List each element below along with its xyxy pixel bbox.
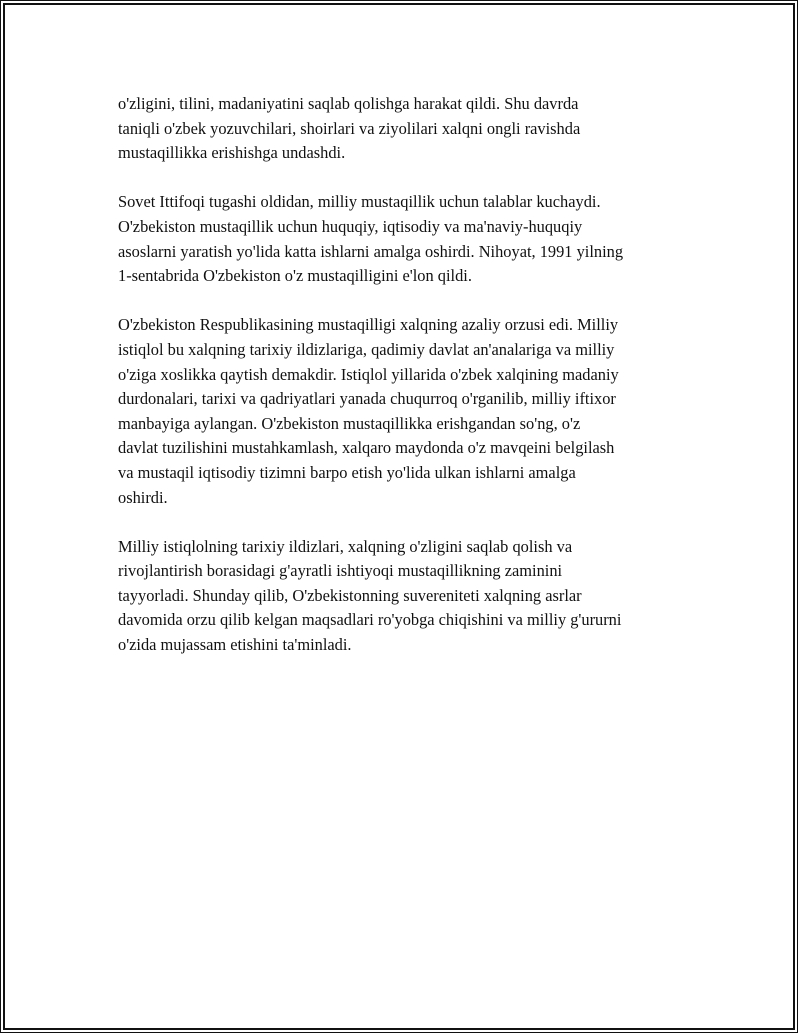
- document-body: [118, 92, 698, 682]
- paragraph-1: o'zligini, tilini, madaniyatini saqlab qolishga harakat qildi. Shu davrda taniqli o'zbek yozuvchilari, shoirlari va ziyolilari xalqni ongli ravishda mustaqillikka erishishga undashdi.: [118, 94, 581, 163]
- paragraph-2: Sovet Ittifoqi tugashi oldidan, milliy mustaqillik uchun talablar kuchaydi. O'zbekiston mustaqillik uchun huquqiy, iqtisodiy va ma'naviy-huquqiy asoslarni yaratish yo'lida katta ishlarni amalga oshirdi. Nihoyat, 1991 yilning 1-sentabrida O'zbekiston o'z mustaqilligini e'lon qildi.: [118, 192, 624, 286]
- paragraph-4: Milliy istiqlolning tarixiy ildizlari, xalqning o'zligini saqlab qolish va rivojlantirish borasidagi g'ayratli ishtiyoqi mustaqillikning zaminini tayyorladi. Shunday qilib, O'zbekistonning suvereniteti xalqning asrlar davomida orzu qilib kelgan maqsadlari ro'yobga chiqishini va milliy g'ururni o'zida mujassam etishini ta'minladi.: [118, 536, 622, 655]
- paragraph-3: O'zbekiston Respublikasining mustaqilligi xalqning azaliy orzusi edi. Milliy istiqlol bu xalqning tarixiy ildizlariga, qadimiy davlat an'analariga va milliy o'ziga xoslikka qaytish demakdir. Istiqlol yillarida o'zbek xalqining madaniy durdonalari, tarixi va qadriyatlari yanada chuqurroq o'rganilib, milliy iftixor manbayiga aylangan. O'zbekiston mustaqillikka erishgandan so'ng, o'z davlat tuzilishini mustahkamlash, xalqaro maydonda o'z mavqeini belgilash va mustaqil iqtisodiy tizimni barpo etish yo'lida ulkan ishlarni amalga oshirdi.: [118, 315, 619, 507]
